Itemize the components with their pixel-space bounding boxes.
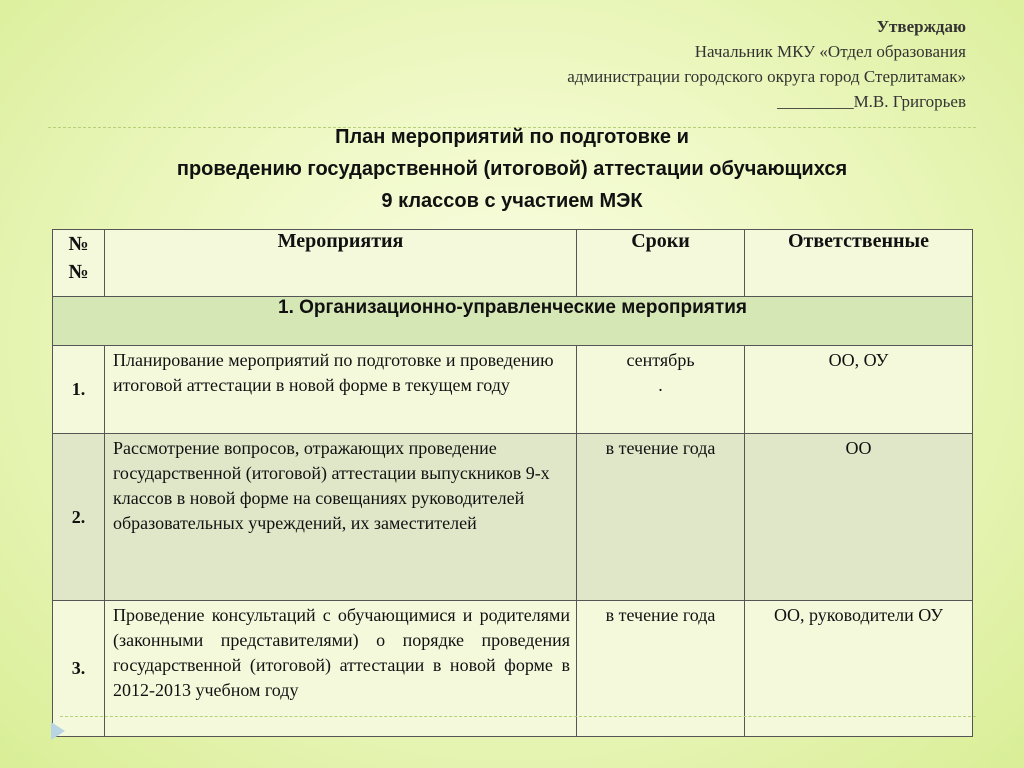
table-row	[53, 434, 973, 601]
row-term-text: сентябрь	[626, 350, 695, 370]
row-term-note: .	[658, 375, 663, 395]
header-number-line-2: №	[68, 261, 89, 283]
row-task: Проведение консультаций с обучающимися и родителями (законными представителями) о порядке проведения государственной (итоговой) аттестации в новой форме в 2012-2013 учебном году	[105, 601, 577, 737]
title-line-1: План мероприятий по подготовке и	[335, 126, 689, 148]
approval-block	[567, 14, 966, 114]
approval-signature: _________М.В. Григорьев	[777, 92, 966, 111]
title-line-3: 9 классов с участием МЭК	[381, 190, 643, 212]
header-number	[53, 230, 105, 297]
row-task: Рассмотрение вопросов, отражающих проведение государственной (итоговой) аттестации выпускников 9-х классов в новой форме на совещаниях руководителей образовательных учреждений, их заместителей	[105, 434, 577, 601]
header-number-line-1: №	[68, 233, 89, 255]
table-row	[53, 346, 973, 434]
header-events: Мероприятия	[105, 230, 577, 297]
row-responsible: ОО, руководители ОУ	[745, 601, 973, 737]
row-term: в течение года	[577, 434, 745, 601]
row-responsible: ОО, ОУ	[745, 346, 973, 434]
bottom-divider	[60, 716, 976, 717]
page-title	[0, 121, 1024, 217]
header-responsible: Ответственные	[745, 230, 973, 297]
header-terms: Сроки	[577, 230, 745, 297]
row-task: Планирование мероприятий по подготовке и проведению итоговой аттестации в новой форме в текущем году	[105, 346, 577, 434]
approval-line-1: Начальник МКУ «Отдел образования	[694, 42, 966, 61]
row-number: 2.	[53, 434, 105, 601]
title-line-2: проведению государственной (итоговой) аттестации обучающихся	[176, 158, 848, 180]
row-number: 1.	[53, 346, 105, 434]
plan-table	[52, 229, 973, 737]
row-number: 3.	[53, 601, 105, 737]
row-term: в течение года	[577, 601, 745, 737]
row-responsible: ОО	[745, 434, 973, 601]
section-title: 1. Организационно-управленческие мероприятия	[53, 297, 973, 346]
approval-heading: Утверждаю	[876, 17, 966, 36]
table-header-row	[53, 230, 973, 297]
row-term	[577, 346, 745, 434]
approval-line-2: администрации городского округа город Стерлитамак»	[567, 67, 966, 86]
section-row	[53, 297, 973, 346]
play-icon[interactable]	[51, 722, 65, 740]
